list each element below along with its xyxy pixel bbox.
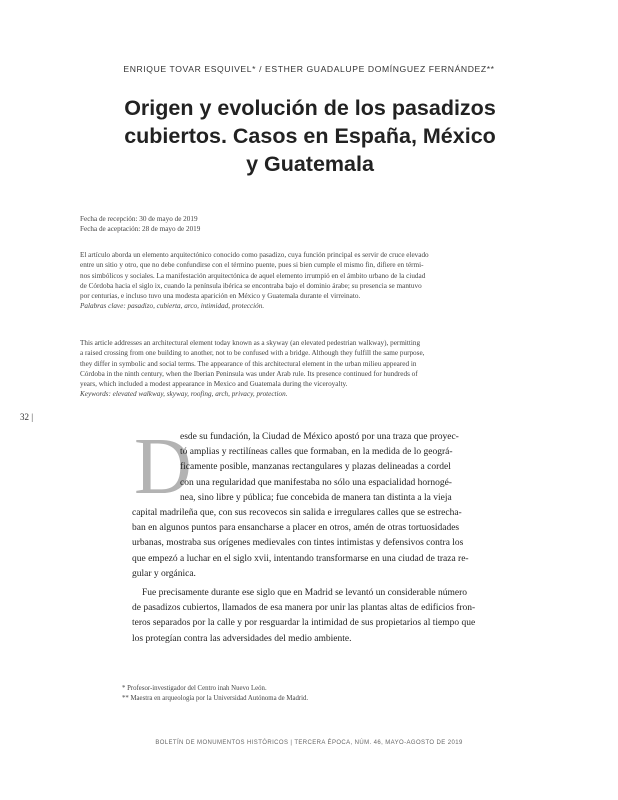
acceptance-date: Fecha de aceptación: 28 de mayo de 2019 bbox=[80, 225, 201, 233]
abstract-spanish bbox=[80, 250, 540, 312]
footnotes bbox=[122, 684, 308, 704]
body-paragraph-1 bbox=[132, 423, 540, 582]
abstract-line: a raised crossing from one building to another, not to be confused with a bridge. Although they fulfill the same purpose, bbox=[80, 349, 425, 358]
body-line: urbanas, mostraba sus orígenes medievales con tintes intimistas y defensivos contra los bbox=[132, 538, 464, 549]
body-line: gular y orgánica. bbox=[132, 568, 196, 579]
abstract-english bbox=[80, 338, 540, 400]
footnote: * Profesor-investigador del Centro inah Nuevo León. bbox=[122, 685, 267, 692]
abstract-line: This article addresses an architectural element today known as a skyway (an elevated pedestrian walkway), permitting bbox=[80, 339, 421, 347]
title-line: y Guatemala bbox=[246, 152, 374, 176]
abstract-line: they differ in symbolic and social terms. The appearance of this architectural element in the urban milieu appeared in bbox=[80, 359, 417, 368]
body-line: de pasadizos cubiertos, llamados de esa manera por unir las plantas altas de edificios fron- bbox=[132, 603, 476, 614]
reception-date: Fecha de recepción: 30 de mayo de 2019 bbox=[80, 215, 198, 223]
body-line: los protegían contra las adversidades del medio ambiente. bbox=[132, 633, 352, 644]
journal-footer: BOLETÍN DE MONUMENTOS HISTÓRICOS | TERCERA ÉPOCA, NÚM. 46, MAYO-AGOSTO DE 2019 bbox=[155, 740, 463, 746]
body-line: capital madrileña que, con sus recovecos sin salida e irregulares calles que se estrecha- bbox=[132, 508, 462, 519]
keywords-english: Keywords: elevated walkway, skyway, roofing, arch, privacy, protection. bbox=[80, 390, 288, 399]
abstract-line: entre un sitio y otro, que no debe confundirse con el término puente, pues si bien cumple el mismo fin, difiere en térmi- bbox=[80, 261, 424, 270]
body-line: que empezó a luchar en el siglo xvii, intentando transformarse en una ciudad de traza re- bbox=[132, 553, 469, 564]
body-line: ficamente posible, manzanas rectangulares y plazas delineadas a cordel bbox=[180, 462, 451, 473]
footnote: ** Maestra en arqueología por la Universidad Autónoma de Madrid. bbox=[122, 695, 309, 702]
abstract-line: por centurias, e incluso tuvo una modesta aparición en México y Guatemala durante el virreinato. bbox=[80, 292, 361, 301]
body-paragraph-2 bbox=[132, 586, 540, 647]
body-line: con una regularidad que manifestaba no sólo una espacialidad hornogé- bbox=[180, 477, 452, 488]
body-line: ban en algunos puntos para ensancharse a placer en otros, amén de otras tortuosidades bbox=[132, 523, 460, 534]
body-line: tó amplias y rectilíneas calles que formaban, en la medida de lo geográ- bbox=[180, 447, 453, 458]
article-title bbox=[60, 94, 560, 178]
body-line: nea, sino libre y pública; fue concebida de manera tan distinta a la vieja bbox=[180, 492, 452, 503]
title-line: Origen y evolución de los pasadizos bbox=[124, 96, 496, 120]
body-line: esde su fundación, la Ciudad de México apostó por una traza que proyec- bbox=[180, 432, 459, 442]
body-line: Fue precisamente durante ese siglo que en Madrid se levantó un considerable número bbox=[142, 588, 468, 598]
abstract-line: nos simbólicos y sociales. La manifestación arquitectónica de aquel elemento irrumpió en el ámbito urbano de la ciudad bbox=[80, 271, 426, 280]
reception-dates bbox=[80, 214, 200, 234]
drop-cap: D bbox=[134, 423, 192, 511]
abstract-line: de Córdoba hacia el siglo ix, cuando la península ibérica se encontraba bajo el dominio árabe; su presencia se mantuvo bbox=[80, 281, 422, 290]
body-line: teros separados por la calle y por resguardar la intimidad de sus propietarios al tiempo que bbox=[132, 618, 476, 629]
page-number: 32 | bbox=[20, 412, 34, 422]
abstract-line: Córdoba in the ninth century, when the Iberian Peninsula was under Arab rule. Its presence continued for hundreds of bbox=[80, 369, 418, 378]
abstract-line: years, which included a modest appearance in Mexico and Guatemala during the viceroyalty. bbox=[80, 380, 348, 389]
title-line: cubiertos. Casos en España, México bbox=[124, 124, 496, 148]
authors-line: ENRIQUE TOVAR ESQUIVEL* / ESTHER GUADALUPE DOMÍNGUEZ FERNÁNDEZ** bbox=[123, 64, 495, 74]
abstract-line: El artículo aborda un elemento arquitectónico conocido como pasadizo, cuya función principal es servir de cruce elevado bbox=[80, 251, 429, 259]
keywords-spanish: Palabras clave: pasadizo, cubierta, arco, intimidad, protección. bbox=[80, 302, 265, 311]
